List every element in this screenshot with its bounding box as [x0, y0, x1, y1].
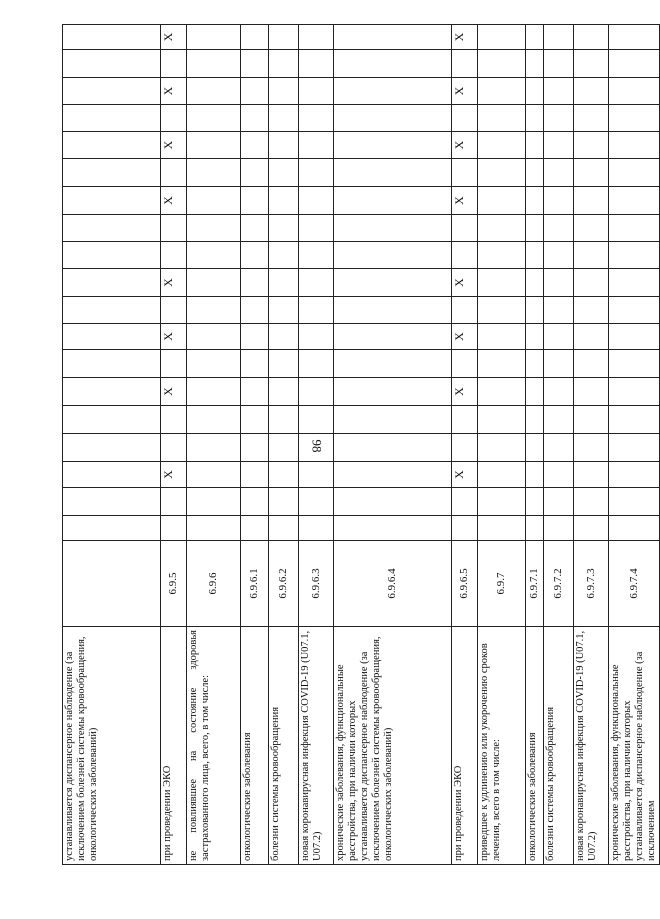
- data-cell: [452, 350, 478, 378]
- data-cell: [526, 50, 544, 78]
- data-cell: [299, 105, 334, 132]
- data-cell: [544, 378, 574, 406]
- data-cell: [544, 350, 574, 378]
- data-cell: [241, 350, 269, 378]
- data-cell: [574, 324, 609, 350]
- data-cell: [299, 434, 334, 462]
- excluded-cell-mark: X: [452, 25, 478, 50]
- data-cell: [526, 269, 544, 297]
- data-cell: [574, 105, 609, 132]
- data-cell: [544, 324, 574, 350]
- data-cell: [526, 159, 544, 187]
- row-label: болезни системы кровообращения: [544, 627, 574, 865]
- data-cell: [269, 488, 299, 516]
- table-row: [574, 25, 609, 865]
- data-cell: [241, 25, 269, 50]
- data-cell: [63, 50, 161, 78]
- data-cell: [161, 488, 187, 516]
- data-cell: [609, 132, 660, 159]
- data-cell: [478, 434, 526, 462]
- data-cell: [478, 50, 526, 78]
- data-cell: [241, 488, 269, 516]
- excluded-cell-mark: X: [452, 269, 478, 297]
- data-cell: [187, 297, 241, 324]
- data-cell: [478, 105, 526, 132]
- data-cell: [241, 187, 269, 215]
- row-label: онкологические заболевания: [526, 627, 544, 865]
- data-cell: [452, 105, 478, 132]
- row-label: не повлиявшее на состояние здоровья застрахованного лица, всего, в том числе:: [187, 627, 241, 865]
- excluded-cell-mark: X: [452, 78, 478, 105]
- data-cell: [241, 378, 269, 406]
- table-body: [63, 25, 660, 865]
- data-cell: [526, 297, 544, 324]
- data-cell: [544, 215, 574, 242]
- data-cell: [574, 378, 609, 406]
- data-cell: [574, 488, 609, 516]
- data-cell: [526, 25, 544, 50]
- data-cell: [609, 105, 660, 132]
- data-cell: [241, 50, 269, 78]
- data-cell: [609, 488, 660, 516]
- table-row: [452, 25, 478, 865]
- data-cell: [269, 269, 299, 297]
- data-cell: [544, 269, 574, 297]
- table-row: [187, 25, 241, 865]
- data-cell: [63, 462, 161, 488]
- data-cell: [544, 242, 574, 269]
- data-cell: [63, 215, 161, 242]
- table-row: [334, 25, 452, 865]
- data-cell: [452, 297, 478, 324]
- data-cell: [544, 406, 574, 434]
- data-cell: [269, 105, 299, 132]
- row-code: 6.9.7.4: [609, 541, 660, 627]
- row-code: 6.9.7: [478, 541, 526, 627]
- excluded-cell-mark: X: [452, 378, 478, 406]
- data-cell: [63, 269, 161, 297]
- data-cell: [526, 324, 544, 350]
- row-label: онкологические заболевания: [241, 627, 269, 865]
- data-cell: [187, 50, 241, 78]
- data-cell: [187, 462, 241, 488]
- data-cell: [187, 516, 241, 541]
- data-cell: [334, 406, 452, 434]
- data-cell: [161, 516, 187, 541]
- data-cell: [544, 187, 574, 215]
- data-cell: [161, 350, 187, 378]
- data-cell: [526, 105, 544, 132]
- excluded-cell-mark: X: [161, 324, 187, 350]
- table-row: [299, 25, 334, 865]
- data-cell: [299, 215, 334, 242]
- data-cell: [544, 516, 574, 541]
- data-cell: [299, 159, 334, 187]
- data-cell: [299, 488, 334, 516]
- data-cell: [334, 242, 452, 269]
- data-cell: [269, 159, 299, 187]
- excluded-cell-mark: X: [452, 324, 478, 350]
- data-cell: [478, 297, 526, 324]
- data-cell: [574, 297, 609, 324]
- data-cell: [63, 350, 161, 378]
- data-cell: [299, 78, 334, 105]
- data-cell: [334, 159, 452, 187]
- data-cell: [609, 406, 660, 434]
- data-cell: [187, 187, 241, 215]
- data-cell: [526, 378, 544, 406]
- data-cell: [241, 434, 269, 462]
- data-cell: [187, 324, 241, 350]
- table-row: [544, 25, 574, 865]
- data-cell: [478, 516, 526, 541]
- data-cell: [544, 25, 574, 50]
- data-cell: [241, 462, 269, 488]
- data-cell: [452, 50, 478, 78]
- data-cell: [478, 269, 526, 297]
- data-cell: [161, 406, 187, 434]
- data-cell: [334, 324, 452, 350]
- data-cell: [478, 78, 526, 105]
- row-label: хронические заболевания, функциональные расстройства, при наличии которых устанавливается диспансерное наблюдение (за исключением: [609, 627, 660, 865]
- data-cell: [63, 434, 161, 462]
- data-cell: [161, 242, 187, 269]
- excluded-cell-mark: X: [161, 378, 187, 406]
- data-cell: [63, 378, 161, 406]
- data-cell: [334, 269, 452, 297]
- data-cell: [574, 215, 609, 242]
- data-cell: [269, 297, 299, 324]
- data-cell: [241, 516, 269, 541]
- table-row: [161, 25, 187, 865]
- data-cell: [478, 406, 526, 434]
- data-cell: [574, 406, 609, 434]
- data-cell: [299, 50, 334, 78]
- data-cell: [187, 215, 241, 242]
- data-cell: [544, 132, 574, 159]
- data-cell: [609, 324, 660, 350]
- data-cell: [161, 434, 187, 462]
- data-cell: [63, 297, 161, 324]
- data-cell: [299, 269, 334, 297]
- data-cell: [299, 516, 334, 541]
- data-cell: [269, 434, 299, 462]
- data-cell: [334, 25, 452, 50]
- data-cell: [526, 187, 544, 215]
- row-label: новая коронавирусная инфекция COVID-19 (U07.1, U07.2): [574, 627, 609, 865]
- row-code: 6.9.7.3: [574, 541, 609, 627]
- data-cell: [187, 269, 241, 297]
- data-cell: [452, 159, 478, 187]
- data-cell: [187, 378, 241, 406]
- data-cell: [269, 406, 299, 434]
- excluded-cell-mark: X: [161, 132, 187, 159]
- data-cell: [63, 324, 161, 350]
- row-code: 6.9.6.4: [334, 541, 452, 627]
- data-cell: [609, 434, 660, 462]
- data-table: [62, 24, 660, 865]
- data-cell: [269, 516, 299, 541]
- data-cell: [299, 132, 334, 159]
- data-cell: [452, 516, 478, 541]
- data-cell: [63, 488, 161, 516]
- data-cell: [63, 105, 161, 132]
- data-cell: [544, 462, 574, 488]
- data-cell: [187, 406, 241, 434]
- data-cell: [334, 462, 452, 488]
- data-cell: [452, 215, 478, 242]
- data-cell: [574, 187, 609, 215]
- data-cell: [478, 378, 526, 406]
- data-cell: [544, 105, 574, 132]
- row-code: 6.9.7.2: [544, 541, 574, 627]
- data-cell: [452, 434, 478, 462]
- data-cell: [63, 187, 161, 215]
- data-cell: [187, 488, 241, 516]
- data-cell: [574, 132, 609, 159]
- excluded-cell-mark: X: [452, 132, 478, 159]
- data-cell: [609, 159, 660, 187]
- data-cell: [334, 105, 452, 132]
- data-cell: [574, 350, 609, 378]
- excluded-cell-mark: X: [161, 269, 187, 297]
- data-cell: [574, 242, 609, 269]
- excluded-cell-mark: X: [452, 462, 478, 488]
- data-cell: [299, 324, 334, 350]
- data-cell: [574, 50, 609, 78]
- data-cell: [526, 350, 544, 378]
- data-cell: [526, 242, 544, 269]
- data-cell: [299, 462, 334, 488]
- data-cell: [452, 488, 478, 516]
- row-code: 6.9.6.5: [452, 541, 478, 627]
- data-cell: [478, 132, 526, 159]
- data-cell: [299, 350, 334, 378]
- data-cell: [187, 25, 241, 50]
- data-cell: [574, 78, 609, 105]
- data-cell: [609, 350, 660, 378]
- data-cell: [574, 25, 609, 50]
- data-cell: [63, 132, 161, 159]
- row-code: 6.9.6.2: [269, 541, 299, 627]
- data-cell: [63, 406, 161, 434]
- row-code: 6.9.7.1: [526, 541, 544, 627]
- table-row: [478, 25, 526, 865]
- data-cell: [161, 50, 187, 78]
- data-cell: [299, 378, 334, 406]
- data-cell: [269, 215, 299, 242]
- row-label: устанавливается диспансерное наблюдение (за исключением болезней системы кровообращения, онкологических заболеваний): [63, 627, 161, 865]
- data-cell: [478, 187, 526, 215]
- data-cell: [299, 25, 334, 50]
- data-cell: [478, 350, 526, 378]
- data-cell: [161, 297, 187, 324]
- data-cell: [269, 242, 299, 269]
- data-cell: [478, 488, 526, 516]
- data-cell: [452, 242, 478, 269]
- data-cell: [241, 215, 269, 242]
- data-cell: [526, 462, 544, 488]
- data-cell: [241, 242, 269, 269]
- page-number: 98: [309, 439, 325, 453]
- data-cell: [241, 406, 269, 434]
- excluded-cell-mark: X: [161, 462, 187, 488]
- row-code: [63, 541, 161, 627]
- data-cell: [609, 78, 660, 105]
- excluded-cell-mark: X: [161, 25, 187, 50]
- data-cell: [241, 324, 269, 350]
- data-cell: [187, 159, 241, 187]
- row-code: 6.9.6.1: [241, 541, 269, 627]
- data-cell: [334, 215, 452, 242]
- data-cell: [609, 187, 660, 215]
- data-cell: [269, 462, 299, 488]
- table-row: [63, 25, 161, 865]
- data-cell: [609, 215, 660, 242]
- data-cell: [526, 516, 544, 541]
- excluded-cell-mark: X: [161, 187, 187, 215]
- row-label: хронические заболевания, функциональные расстройства, при наличии которых устанавливается диспансерное наблюдение (за исключением болезней системы кровообращения, онкологических заболеваний): [334, 627, 452, 865]
- data-cell: [574, 516, 609, 541]
- data-cell: [334, 132, 452, 159]
- data-cell: [478, 159, 526, 187]
- data-cell: [299, 242, 334, 269]
- table-row: [241, 25, 269, 865]
- data-cell: [269, 50, 299, 78]
- excluded-cell-mark: X: [161, 78, 187, 105]
- data-cell: [187, 78, 241, 105]
- data-cell: [63, 516, 161, 541]
- data-cell: [63, 78, 161, 105]
- data-cell: [452, 406, 478, 434]
- data-cell: [478, 25, 526, 50]
- data-cell: [334, 187, 452, 215]
- data-cell: [63, 242, 161, 269]
- table-row: [609, 25, 660, 865]
- data-cell: [161, 105, 187, 132]
- data-cell: [269, 324, 299, 350]
- data-cell: [269, 132, 299, 159]
- data-cell: [478, 242, 526, 269]
- data-cell: [241, 105, 269, 132]
- data-cell: [161, 215, 187, 242]
- data-cell: [187, 132, 241, 159]
- data-cell: [241, 297, 269, 324]
- row-label: при проведении ЭКО: [161, 627, 187, 865]
- data-cell: [526, 215, 544, 242]
- data-cell: [161, 159, 187, 187]
- data-cell: [526, 406, 544, 434]
- data-cell: [609, 516, 660, 541]
- data-cell: [526, 488, 544, 516]
- data-cell: [187, 350, 241, 378]
- data-cell: [63, 25, 161, 50]
- data-cell: [334, 350, 452, 378]
- data-cell: [609, 297, 660, 324]
- data-cell: [269, 78, 299, 105]
- data-cell: [334, 78, 452, 105]
- data-cell: [334, 488, 452, 516]
- data-cell: [269, 350, 299, 378]
- data-cell: [187, 105, 241, 132]
- table-row: [526, 25, 544, 865]
- data-cell: [334, 434, 452, 462]
- data-cell: [478, 324, 526, 350]
- data-cell: [544, 159, 574, 187]
- data-cell: [574, 462, 609, 488]
- row-code: 6.9.6.3: [299, 541, 334, 627]
- data-cell: [241, 269, 269, 297]
- data-cell: [299, 187, 334, 215]
- data-cell: [574, 269, 609, 297]
- data-cell: [609, 242, 660, 269]
- data-cell: [187, 434, 241, 462]
- data-cell: [574, 159, 609, 187]
- data-cell: [526, 78, 544, 105]
- data-cell: [544, 434, 574, 462]
- data-cell: [609, 25, 660, 50]
- data-cell: [526, 132, 544, 159]
- data-cell: [334, 297, 452, 324]
- data-cell: [478, 462, 526, 488]
- data-cell: [299, 406, 334, 434]
- row-code: 6.9.5: [161, 541, 187, 627]
- data-cell: [609, 462, 660, 488]
- row-label: приведшее к удлинению или укорочению сроков лечения, всего в том числе:: [478, 627, 526, 865]
- data-cell: [544, 488, 574, 516]
- data-cell: [609, 378, 660, 406]
- row-label: новая коронавирусная инфекция COVID-19 (U07.1, U07.2): [299, 627, 334, 865]
- data-cell: [241, 78, 269, 105]
- data-cell: [544, 50, 574, 78]
- data-cell: [269, 187, 299, 215]
- data-cell: [269, 378, 299, 406]
- row-label: болезни системы кровообращения: [269, 627, 299, 865]
- excluded-cell-mark: X: [452, 187, 478, 215]
- data-cell: [269, 25, 299, 50]
- data-cell: [299, 297, 334, 324]
- data-cell: [241, 159, 269, 187]
- data-cell: [478, 215, 526, 242]
- data-cell: [526, 434, 544, 462]
- data-cell: [334, 378, 452, 406]
- data-cell: [609, 269, 660, 297]
- row-label: при проведении ЭКО: [452, 627, 478, 865]
- data-cell: [241, 132, 269, 159]
- data-cell: [187, 242, 241, 269]
- data-cell: [63, 159, 161, 187]
- table-row: [269, 25, 299, 865]
- rotated-table-container: [62, 25, 658, 865]
- data-cell: [544, 297, 574, 324]
- data-cell: [334, 50, 452, 78]
- row-code: 6.9.6: [187, 541, 241, 627]
- data-cell: [574, 434, 609, 462]
- data-cell: [334, 516, 452, 541]
- data-cell: [544, 78, 574, 105]
- data-cell: [609, 50, 660, 78]
